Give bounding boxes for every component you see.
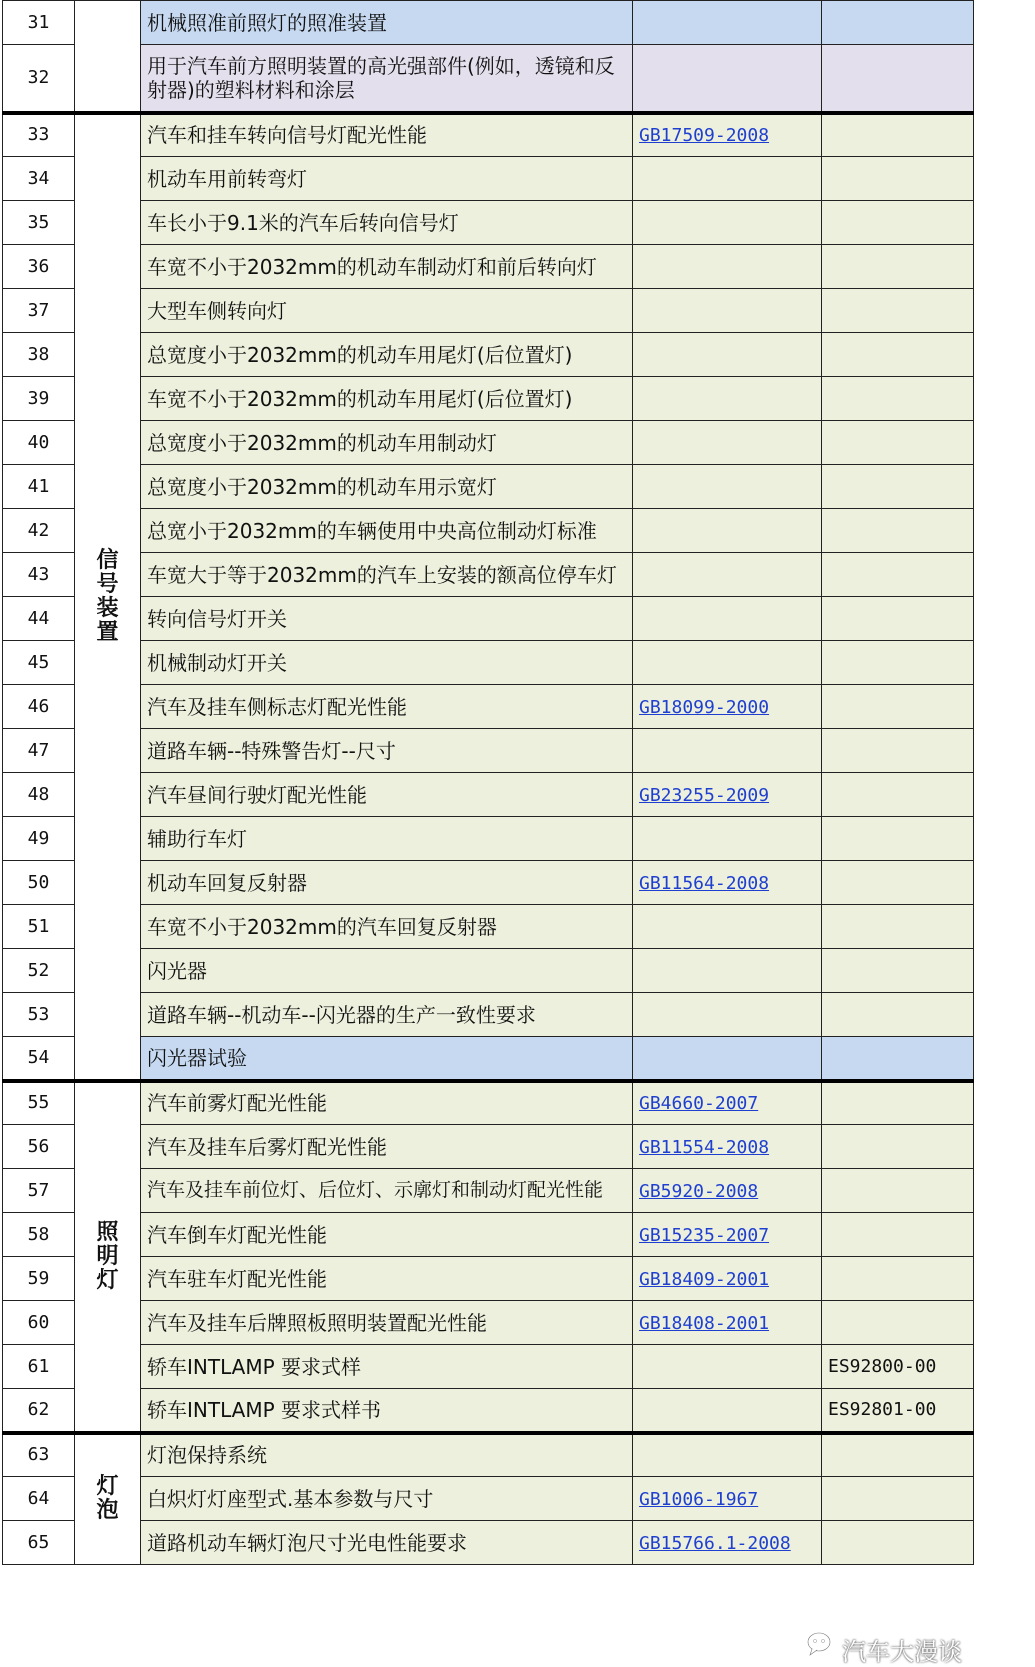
row-number: 46 [3,685,75,729]
gb-standard-link[interactable]: GB23255-2009 [639,784,770,806]
table-row [3,1477,974,1521]
table-row [3,817,974,861]
wechat-icon [806,1630,838,1658]
row-number: 34 [3,157,75,201]
es-standard-cell [822,1169,974,1213]
table-row [3,993,974,1037]
gb-standard-cell [633,1301,822,1345]
row-number: 43 [3,553,75,597]
row-number: 33 [3,113,75,157]
es-standard-cell: ES92801-00 [822,1389,974,1433]
standard-name: 汽车及挂车侧标志灯配光性能 [141,685,633,729]
table-row [3,113,974,157]
row-number: 64 [3,1477,75,1521]
gb-standard-cell [633,289,822,333]
gb-standard-link[interactable]: GB11564-2008 [639,872,770,894]
es-standard-cell [822,1,974,45]
es-standard-cell [822,949,974,993]
watermark-text: 汽车大漫谈 [842,1638,962,1666]
category-label: 灯泡 [96,1474,119,1524]
es-standard-cell [822,245,974,289]
standard-name: 总宽小于2032mm的车辆使用中央高位制动灯标准 [141,509,633,553]
es-standard-cell [822,1213,974,1257]
table-row [3,905,974,949]
gb-standard-link[interactable]: GB11554-2008 [639,1136,770,1158]
gb-standard-link[interactable]: GB15235-2007 [639,1224,770,1246]
row-number: 63 [3,1433,75,1477]
row-number: 32 [3,45,75,113]
table-row [3,1081,974,1125]
gb-standard-link[interactable]: GB4660-2007 [639,1093,759,1115]
gb-standard-cell [633,1389,822,1433]
table-row [3,45,974,113]
standard-name: 大型车侧转向灯 [141,289,633,333]
row-number: 35 [3,201,75,245]
es-standard-cell [822,509,974,553]
table-row [3,245,974,289]
table-row [3,685,974,729]
es-standard-cell [822,1125,974,1169]
row-number: 44 [3,597,75,641]
gb-standard-cell [633,45,822,113]
standard-name: 汽车及挂车后雾灯配光性能 [141,1125,633,1169]
es-standard-cell [822,1257,974,1301]
es-standard-cell [822,421,974,465]
gb-standard-link[interactable]: GB15766.1-2008 [639,1532,791,1554]
row-number: 37 [3,289,75,333]
row-number: 57 [3,1169,75,1213]
table-row [3,157,974,201]
row-number: 51 [3,905,75,949]
gb-standard-cell [633,993,822,1037]
standard-name: 机动车回复反射器 [141,861,633,905]
standard-name: 总宽度小于2032mm的机动车用尾灯(后位置灯) [141,333,633,377]
standard-name: 闪光器 [141,949,633,993]
standard-name: 汽车倒车灯配光性能 [141,1213,633,1257]
gb-standard-cell [633,245,822,289]
es-standard-cell [822,993,974,1037]
standard-name: 汽车及挂车前位灯、后位灯、示廓灯和制动灯配光性能 [141,1169,633,1213]
row-number: 59 [3,1257,75,1301]
es-standard-cell [822,597,974,641]
standard-name: 汽车和挂车转向信号灯配光性能 [141,113,633,157]
gb-standard-cell [633,641,822,685]
row-number: 36 [3,245,75,289]
es-standard-cell [822,1521,974,1565]
standard-name: 车宽不小于2032mm的汽车回复反射器 [141,905,633,949]
table-row [3,509,974,553]
standard-name: 轿车INTLAMP 要求式样 [141,1345,633,1389]
standard-name: 转向信号灯开关 [141,597,633,641]
category-cell [75,1433,141,1565]
gb-standard-cell [633,509,822,553]
row-number: 49 [3,817,75,861]
standard-name: 白炽灯灯座型式.基本参数与尺寸 [141,1477,633,1521]
row-number: 60 [3,1301,75,1345]
gb-standard-cell [633,1213,822,1257]
standard-name: 机动车用前转弯灯 [141,157,633,201]
table-row [3,949,974,993]
standards-table [2,0,974,1565]
table-row [3,1301,974,1345]
table-row [3,597,974,641]
row-number: 53 [3,993,75,1037]
row-number: 42 [3,509,75,553]
standard-name: 车宽不小于2032mm的机动车制动灯和前后转向灯 [141,245,633,289]
es-standard-cell [822,1037,974,1081]
table-row [3,729,974,773]
gb-standard-cell [633,773,822,817]
gb-standard-cell [633,729,822,773]
table-body [3,1,974,1565]
gb-standard-cell [633,1169,822,1213]
gb-standard-link[interactable]: GB18408-2001 [639,1312,770,1334]
table-row [3,289,974,333]
gb-standard-link[interactable]: GB5920-2008 [639,1180,759,1202]
table-row [3,465,974,509]
gb-standard-cell [633,1125,822,1169]
row-number: 52 [3,949,75,993]
row-number: 39 [3,377,75,421]
gb-standard-cell [633,685,822,729]
es-standard-cell [822,289,974,333]
es-standard-cell [822,773,974,817]
gb-standard-cell [633,465,822,509]
gb-standard-cell [633,157,822,201]
table-row [3,1433,974,1477]
gb-standard-cell [633,1081,822,1125]
table-row [3,1125,974,1169]
es-standard-cell [822,861,974,905]
es-standard-cell [822,45,974,113]
es-standard-cell [822,1433,974,1477]
row-number: 62 [3,1389,75,1433]
standard-name: 机械照准前照灯的照准装置 [141,1,633,45]
row-number: 58 [3,1213,75,1257]
category-cell [75,1081,141,1433]
standard-name: 汽车驻车灯配光性能 [141,1257,633,1301]
standard-name: 汽车及挂车后牌照板照明装置配光性能 [141,1301,633,1345]
es-standard-cell [822,1477,974,1521]
es-standard-cell [822,377,974,421]
gb-standard-cell [633,1345,822,1389]
gb-standard-cell [633,1477,822,1521]
table-row [3,1169,974,1213]
row-number: 61 [3,1345,75,1389]
standard-name: 辅助行车灯 [141,817,633,861]
row-number: 47 [3,729,75,773]
standard-name: 汽车前雾灯配光性能 [141,1081,633,1125]
standard-name: 用于汽车前方照明装置的高光强部件(例如，透镜和反射器)的塑料材料和涂层 [141,45,633,113]
row-number: 56 [3,1125,75,1169]
gb-standard-cell [633,597,822,641]
es-standard-cell [822,333,974,377]
standard-name: 轿车INTLAMP 要求式样书 [141,1389,633,1433]
gb-standard-cell [633,905,822,949]
table-row [3,553,974,597]
category-cell [75,1,141,113]
category-label: 照明灯 [96,1219,119,1293]
gb-standard-cell [633,861,822,905]
standard-name: 总宽度小于2032mm的机动车用制动灯 [141,421,633,465]
es-standard-cell [822,905,974,949]
gb-standard-link[interactable]: GB1006-1967 [639,1488,759,1510]
es-standard-cell [822,157,974,201]
standard-name: 车长小于9.1米的汽车后转向信号灯 [141,201,633,245]
table-row [3,333,974,377]
table-row [3,1,974,45]
standard-name: 机械制动灯开关 [141,641,633,685]
es-standard-cell [822,817,974,861]
row-number: 50 [3,861,75,905]
table-row [3,1257,974,1301]
table-row [3,773,974,817]
standard-name: 灯泡保持系统 [141,1433,633,1477]
table-row [3,1345,974,1389]
standard-name: 总宽度小于2032mm的机动车用示宽灯 [141,465,633,509]
es-standard-cell [822,201,974,245]
category-label: 信号装置 [96,547,119,645]
gb-standard-cell [633,1,822,45]
row-number: 38 [3,333,75,377]
table-row [3,1037,974,1081]
gb-standard-link[interactable]: GB18099-2000 [639,696,770,718]
gb-standard-cell [633,949,822,993]
es-standard-cell [822,465,974,509]
es-standard-cell [822,729,974,773]
table-row [3,377,974,421]
es-standard-cell [822,553,974,597]
standard-name: 道路机动车辆灯泡尺寸光电性能要求 [141,1521,633,1565]
category-cell [75,113,141,1081]
table-row [3,1521,974,1565]
gb-standard-cell [633,1037,822,1081]
gb-standard-cell [633,1433,822,1477]
standard-name: 道路车辆--特殊警告灯--尺寸 [141,729,633,773]
gb-standard-cell [633,201,822,245]
table-row [3,1389,974,1433]
row-number: 54 [3,1037,75,1081]
gb-standard-cell [633,817,822,861]
gb-standard-link[interactable]: GB18409-2001 [639,1268,770,1290]
table-row [3,861,974,905]
row-number: 40 [3,421,75,465]
row-number: 65 [3,1521,75,1565]
es-standard-cell [822,1301,974,1345]
row-number: 41 [3,465,75,509]
gb-standard-cell [633,377,822,421]
es-standard-cell: ES92800-00 [822,1345,974,1389]
standard-name: 道路车辆--机动车--闪光器的生产一致性要求 [141,993,633,1037]
table-row [3,421,974,465]
gb-standard-cell [633,553,822,597]
es-standard-cell [822,641,974,685]
row-number: 45 [3,641,75,685]
standard-name: 闪光器试验 [141,1037,633,1081]
standard-name: 车宽大于等于2032mm的汽车上安装的额高位停车灯 [141,553,633,597]
gb-standard-cell [633,113,822,157]
row-number: 31 [3,1,75,45]
es-standard-cell [822,1081,974,1125]
gb-standard-link[interactable]: GB17509-2008 [639,125,770,147]
gb-standard-cell [633,1257,822,1301]
table-row [3,1213,974,1257]
row-number: 48 [3,773,75,817]
row-number: 55 [3,1081,75,1125]
gb-standard-cell [633,421,822,465]
standard-name: 汽车昼间行驶灯配光性能 [141,773,633,817]
gb-standard-cell [633,1521,822,1565]
table-row [3,201,974,245]
table-row [3,641,974,685]
es-standard-cell [822,685,974,729]
gb-standard-cell [633,333,822,377]
standard-name: 车宽不小于2032mm的机动车用尾灯(后位置灯) [141,377,633,421]
es-standard-cell [822,113,974,157]
